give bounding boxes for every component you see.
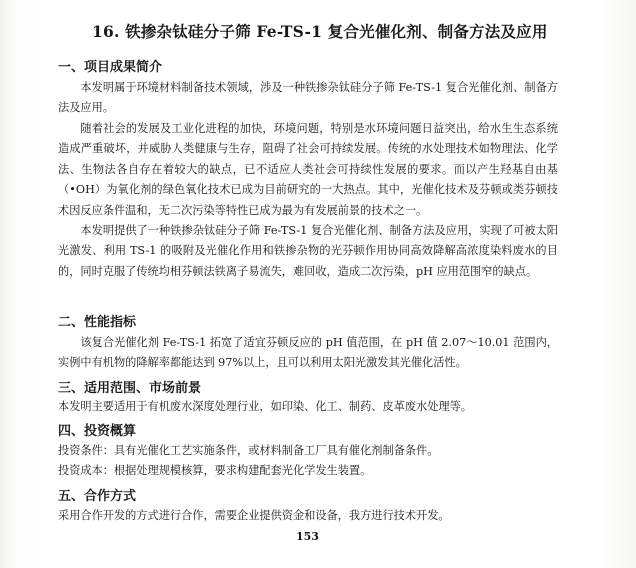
section-heading-1: 一、项目成果简介 [58, 60, 163, 75]
paragraph-2-1: 该复合光催化剂 Fe-TS-1 拓宽了适宜芬顿反应的 pH 值范围，在 pH 值 2.07～10.01 范围内，实例中有机物的降解率都能达到 97%以上，且可以利用太阳光激发其光催化活性。 [58, 336, 558, 370]
paragraph-4-1: 投资条件：具有光催化工艺实施条件，或材料制备工厂具有催化剂制备条件。 [58, 444, 439, 457]
page-number: 153 [296, 530, 319, 543]
paragraph-1-3: 本发明提供了一种铁掺杂钛硅分子筛 Fe-TS-1 复合光催化剂、制备方法及应用，实现了可被太阳光激发、利用 TS-1 的吸附及光催化作用和铁掺杂物的光芬顿作用协同高效降解高浓度染料废水的目的，同时克服了传统均相芬顿法铁离子易流失，难回收，造成二次污染，pH 应用范围窄的缺点。 [58, 224, 558, 278]
paragraph-1-2: 随着社会的发展及工业化进程的加快，环境问题，特别是水环境问题日益突出，给水生生态系统造成严重破坏，并威胁人类健康与生存，阻碍了社会可持续发展。传统的水处理技术如物理法、化学法、生物法各自存在着较大的缺点，已不适应人类社会可持续性发展的要求。而以产生羟基自由基（•OH）为氧化剂的绿色氧化技术已成为目前研究的一大热点。其中，光催化技术及芬顿或类芬顿技术因反应条件温和，无二次污染等特性已成为最为有发展前景的技术之一。 [58, 122, 558, 217]
paragraph-4-2: 投资成本：根据处理规模核算，要求构建配套光化学发生装置。 [58, 464, 372, 477]
section-heading-2: 二、性能指标 [58, 315, 137, 330]
section-heading-3: 三、适用范围、市场前景 [58, 381, 202, 396]
section-heading-5: 五、合作方式 [58, 489, 137, 504]
paragraph-1-1: 本发明属于环境材料制备技术领域，涉及一种铁掺杂钛硅分子筛 Fe-TS-1 复合光催化剂、制备方法及应用。 [58, 81, 558, 115]
document-title: 16. 铁掺杂钛硅分子筛 Fe-TS-1 复合光催化剂、制备方法及应用 [92, 22, 548, 41]
paragraph-3-1: 本发明主要适用于有机废水深度处理行业，如印染、化工、制药、皮革废水处理等。 [58, 400, 472, 413]
section-heading-4: 四、投资概算 [58, 424, 137, 439]
paragraph-5-1: 采用合作开发的方式进行合作，需要企业提供资金和设备，我方进行技术开发。 [58, 509, 450, 522]
